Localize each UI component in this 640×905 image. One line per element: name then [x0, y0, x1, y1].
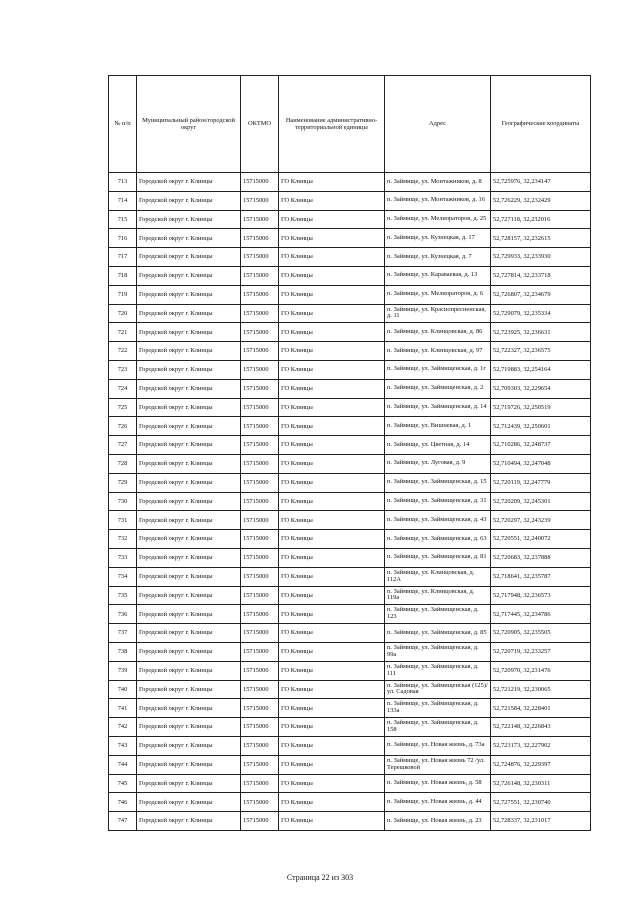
table-row: [109, 304, 591, 323]
cell-address: п. Займище, ул. Займищенская, д. 1г: [385, 360, 491, 379]
table-row: [109, 323, 591, 342]
cell-district: Городской округ г. Клинцы: [137, 304, 241, 323]
cell-oktmo: 15715000: [241, 229, 279, 248]
cell-oktmo: 15715000: [241, 511, 279, 530]
cell-coordinates: 52,718641, 32,235787: [491, 567, 591, 586]
cell-district: Городской округ г. Клинцы: [137, 285, 241, 304]
cell-coordinates: 52,729079, 32,235334: [491, 304, 591, 323]
header-unit: Наименование административно-территориальной единицы: [279, 76, 385, 173]
cell-oktmo: 15715000: [241, 548, 279, 567]
cell-district: Городской округ г. Клинцы: [137, 680, 241, 699]
cell-address: п. Займище, ул. Займищенская, д. 111: [385, 661, 491, 680]
cell-address: п. Займище, ул. Кузнецкая, д. 7: [385, 248, 491, 267]
table-row: [109, 530, 591, 549]
cell-unit: ГО Клинцы: [279, 266, 385, 285]
cell-number: 719: [109, 285, 137, 304]
cell-coordinates: 52,720119, 32,247779: [491, 473, 591, 492]
cell-unit: ГО Клинцы: [279, 718, 385, 737]
cell-oktmo: 15715000: [241, 323, 279, 342]
cell-district: Городской округ г. Клинцы: [137, 229, 241, 248]
cell-district: Городской округ г. Клинцы: [137, 736, 241, 755]
cell-unit: ГО Клинцы: [279, 173, 385, 192]
cell-number: 715: [109, 210, 137, 229]
header-row: [109, 76, 591, 173]
cell-number: 743: [109, 736, 137, 755]
cell-unit: ГО Клинцы: [279, 454, 385, 473]
cell-oktmo: 15715000: [241, 454, 279, 473]
cell-address: п. Займище, ул. Монтажников, д. 16: [385, 191, 491, 210]
cell-address: п. Займище, ул. Клинцовская, д. 119а: [385, 586, 491, 605]
cell-address: п. Займище, ул. Займищенская, д. 158: [385, 718, 491, 737]
table-row: [109, 342, 591, 361]
cell-address: п. Займище, ул. Займищенская, д. 2: [385, 379, 491, 398]
cell-unit: ГО Клинцы: [279, 473, 385, 492]
cell-coordinates: 52,719726, 32,250519: [491, 398, 591, 417]
cell-address: п. Займище, ул. Займищенская, д. 31: [385, 492, 491, 511]
cell-unit: ГО Клинцы: [279, 755, 385, 774]
cell-unit: ГО Клинцы: [279, 342, 385, 361]
cell-address: п. Займище, ул. Новая жизнь, д. 73а: [385, 736, 491, 755]
table-row: [109, 680, 591, 699]
table-row: [109, 567, 591, 586]
cell-oktmo: 15715000: [241, 210, 279, 229]
table-row: [109, 492, 591, 511]
cell-number: 733: [109, 548, 137, 567]
header-number: № п/п: [109, 76, 137, 173]
cell-address: п. Займище, ул. Займищенская, д. 15: [385, 473, 491, 492]
table-row: [109, 548, 591, 567]
cell-number: 730: [109, 492, 137, 511]
cell-number: 718: [109, 266, 137, 285]
cell-oktmo: 15715000: [241, 718, 279, 737]
cell-unit: ГО Клинцы: [279, 548, 385, 567]
cell-district: Городской округ г. Клинцы: [137, 210, 241, 229]
cell-address: п. Займище, ул. Цветная, д. 14: [385, 436, 491, 455]
cell-address: п. Займище, ул. Новая жизнь, д. 23: [385, 812, 491, 831]
cell-oktmo: 15715000: [241, 342, 279, 361]
cell-unit: ГО Клинцы: [279, 360, 385, 379]
cell-number: 713: [109, 173, 137, 192]
cell-oktmo: 15715000: [241, 736, 279, 755]
cell-coordinates: 52,728337, 32,231017: [491, 812, 591, 831]
cell-coordinates: 52,710286, 32,248737: [491, 436, 591, 455]
table-row: [109, 229, 591, 248]
cell-coordinates: 52,723925, 32,236631: [491, 323, 591, 342]
cell-coordinates: 52,728157, 32,232615: [491, 229, 591, 248]
cell-oktmo: 15715000: [241, 530, 279, 549]
cell-district: Городской округ г. Клинцы: [137, 248, 241, 267]
cell-coordinates: 52,709303, 32,229654: [491, 379, 591, 398]
cell-district: Городской округ г. Клинцы: [137, 342, 241, 361]
cell-district: Городской округ г. Клинцы: [137, 624, 241, 643]
cell-district: Городской округ г. Клинцы: [137, 812, 241, 831]
cell-oktmo: 15715000: [241, 285, 279, 304]
cell-unit: ГО Клинцы: [279, 417, 385, 436]
cell-oktmo: 15715000: [241, 755, 279, 774]
table-row: [109, 812, 591, 831]
table-row: [109, 173, 591, 192]
table-row: [109, 285, 591, 304]
cell-unit: ГО Клинцы: [279, 736, 385, 755]
cell-unit: ГО Клинцы: [279, 661, 385, 680]
cell-oktmo: 15715000: [241, 661, 279, 680]
cell-district: Городской округ г. Клинцы: [137, 417, 241, 436]
cell-address: п. Займище, ул. Кузнецкая, д. 17: [385, 229, 491, 248]
cell-coordinates: 52,727551, 32,230740: [491, 793, 591, 812]
cell-oktmo: 15715000: [241, 680, 279, 699]
cell-district: Городской округ г. Клинцы: [137, 398, 241, 417]
cell-coordinates: 52,723173, 32,227902: [491, 736, 591, 755]
cell-oktmo: 15715000: [241, 417, 279, 436]
cell-unit: ГО Клинцы: [279, 379, 385, 398]
table-row: [109, 642, 591, 661]
cell-coordinates: 52,719883, 32,254164: [491, 360, 591, 379]
cell-number: 723: [109, 360, 137, 379]
table-body: [109, 173, 591, 831]
document-page: [108, 75, 590, 831]
cell-district: Городской округ г. Клинцы: [137, 567, 241, 586]
table-row: [109, 436, 591, 455]
cell-number: 729: [109, 473, 137, 492]
cell-unit: ГО Клинцы: [279, 530, 385, 549]
cell-district: Городской округ г. Клинцы: [137, 586, 241, 605]
cell-oktmo: 15715000: [241, 492, 279, 511]
cell-number: 736: [109, 605, 137, 624]
header-address: Адрес: [385, 76, 491, 173]
cell-district: Городской округ г. Клинцы: [137, 661, 241, 680]
cell-district: Городской округ г. Клинцы: [137, 492, 241, 511]
cell-unit: ГО Клинцы: [279, 323, 385, 342]
cell-address: п. Займище, ул. Займищенская, д. 14: [385, 398, 491, 417]
cell-unit: ГО Клинцы: [279, 511, 385, 530]
cell-district: Городской округ г. Клинцы: [137, 718, 241, 737]
cell-district: Городской округ г. Клинцы: [137, 548, 241, 567]
cell-unit: ГО Клинцы: [279, 436, 385, 455]
cell-district: Городской округ г. Клинцы: [137, 454, 241, 473]
table-row: [109, 624, 591, 643]
cell-unit: ГО Клинцы: [279, 642, 385, 661]
cell-number: 731: [109, 511, 137, 530]
cell-oktmo: 15715000: [241, 586, 279, 605]
cell-district: Городской округ г. Клинцы: [137, 699, 241, 718]
cell-number: 738: [109, 642, 137, 661]
cell-district: Городской округ г. Клинцы: [137, 360, 241, 379]
cell-number: 744: [109, 755, 137, 774]
cell-unit: ГО Клинцы: [279, 398, 385, 417]
cell-oktmo: 15715000: [241, 605, 279, 624]
cell-coordinates: 52,720719, 32,233257: [491, 642, 591, 661]
cell-coordinates: 52,720683, 32,237888: [491, 548, 591, 567]
cell-oktmo: 15715000: [241, 793, 279, 812]
cell-oktmo: 15715000: [241, 304, 279, 323]
cell-coordinates: 52,725976, 32,234147: [491, 173, 591, 192]
table-row: [109, 586, 591, 605]
table-row: [109, 248, 591, 267]
cell-coordinates: 52,720905, 32,235505: [491, 624, 591, 643]
table-row: [109, 793, 591, 812]
cell-address: п. Займище, ул. Займищенская, д. 85: [385, 624, 491, 643]
cell-coordinates: 52,712439, 32,250601: [491, 417, 591, 436]
cell-number: 732: [109, 530, 137, 549]
cell-district: Городской округ г. Клинцы: [137, 436, 241, 455]
cell-district: Городской округ г. Клинцы: [137, 191, 241, 210]
cell-district: Городской округ г. Клинцы: [137, 173, 241, 192]
cell-coordinates: 52,726229, 32,232429: [491, 191, 591, 210]
cell-unit: ГО Клинцы: [279, 586, 385, 605]
cell-address: п. Займище, ул. Клинцовская, д. 86: [385, 323, 491, 342]
cell-number: 720: [109, 304, 137, 323]
cell-unit: ГО Клинцы: [279, 191, 385, 210]
cell-address: п. Займище, ул. Луговая, д. 9: [385, 454, 491, 473]
cell-oktmo: 15715000: [241, 191, 279, 210]
cell-number: 734: [109, 567, 137, 586]
cell-coordinates: 52,727814, 32,233718: [491, 266, 591, 285]
cell-number: 739: [109, 661, 137, 680]
cell-number: 724: [109, 379, 137, 398]
cell-coordinates: 52,717445, 32,234786: [491, 605, 591, 624]
cell-address: п. Займище, ул. Займищенская, д. 43: [385, 511, 491, 530]
cell-oktmo: 15715000: [241, 812, 279, 831]
cell-oktmo: 15715000: [241, 774, 279, 793]
cell-address: п. Займище, ул. Мелиораторов, д. 25: [385, 210, 491, 229]
cell-unit: ГО Клинцы: [279, 567, 385, 586]
cell-oktmo: 15715000: [241, 398, 279, 417]
cell-oktmo: 15715000: [241, 173, 279, 192]
table-row: [109, 210, 591, 229]
cell-district: Городской округ г. Клинцы: [137, 642, 241, 661]
cell-oktmo: 15715000: [241, 699, 279, 718]
cell-unit: ГО Клинцы: [279, 812, 385, 831]
cell-number: 740: [109, 680, 137, 699]
cell-address: п. Займище, ул. Займищенская, д. 133а: [385, 699, 491, 718]
table-row: [109, 417, 591, 436]
cell-unit: ГО Клинцы: [279, 210, 385, 229]
cell-address: п. Займище, ул. Займищенская, д. 123: [385, 605, 491, 624]
cell-number: 735: [109, 586, 137, 605]
cell-address: п. Займище, ул. Новая жизнь 72 /ул. Терешковой: [385, 755, 491, 774]
cell-address: п. Займище, ул. Вишневая, д. 1: [385, 417, 491, 436]
cell-oktmo: 15715000: [241, 266, 279, 285]
cell-coordinates: 52,727118, 32,232016: [491, 210, 591, 229]
cell-oktmo: 15715000: [241, 642, 279, 661]
cell-number: 747: [109, 812, 137, 831]
cell-oktmo: 15715000: [241, 436, 279, 455]
header-oktmo: ОКТМО: [241, 76, 279, 173]
cell-oktmo: 15715000: [241, 567, 279, 586]
cell-address: п. Займище, ул. Краснопресненская, д. 11: [385, 304, 491, 323]
cell-address: п. Займище, ул. Займищенская, д. 99а: [385, 642, 491, 661]
cell-number: 737: [109, 624, 137, 643]
table-row: [109, 191, 591, 210]
table-row: [109, 511, 591, 530]
cell-number: 716: [109, 229, 137, 248]
cell-coordinates: 52,722327, 32,236575: [491, 342, 591, 361]
cell-coordinates: 52,717948, 32,236573: [491, 586, 591, 605]
cell-district: Городской округ г. Клинцы: [137, 473, 241, 492]
cell-oktmo: 15715000: [241, 624, 279, 643]
cell-address: п. Займище, ул. Займищенская (125)/ул. Садовая: [385, 680, 491, 699]
page-footer: Страница 22 из 303: [286, 873, 354, 882]
cell-district: Городской округ г. Клинцы: [137, 774, 241, 793]
cell-address: п. Займище, ул. Мелиораторов, д. 6: [385, 285, 491, 304]
table-row: [109, 699, 591, 718]
cell-address: п. Займище, ул. Клинцовская, д. 112А: [385, 567, 491, 586]
cell-number: 741: [109, 699, 137, 718]
cell-number: 727: [109, 436, 137, 455]
header-district: Муниципальный район/городской округ: [137, 76, 241, 173]
cell-coordinates: 52,720551, 32,240072: [491, 530, 591, 549]
cell-number: 714: [109, 191, 137, 210]
cell-unit: ГО Клинцы: [279, 793, 385, 812]
table-row: [109, 661, 591, 680]
table-row: [109, 266, 591, 285]
table-row: [109, 774, 591, 793]
cell-oktmo: 15715000: [241, 379, 279, 398]
cell-oktmo: 15715000: [241, 360, 279, 379]
header-coordinates: Географические координаты: [491, 76, 591, 173]
cell-coordinates: 52,721584, 32,228401: [491, 699, 591, 718]
cell-number: 717: [109, 248, 137, 267]
cell-district: Городской округ г. Клинцы: [137, 266, 241, 285]
cell-unit: ГО Клинцы: [279, 699, 385, 718]
cell-unit: ГО Клинцы: [279, 248, 385, 267]
cell-unit: ГО Клинцы: [279, 304, 385, 323]
cell-district: Городской округ г. Клинцы: [137, 379, 241, 398]
table-row: [109, 736, 591, 755]
cell-coordinates: 52,720970, 32,231476: [491, 661, 591, 680]
cell-district: Городской округ г. Клинцы: [137, 323, 241, 342]
cell-address: п. Займище, ул. Новая жизнь, д. 58: [385, 774, 491, 793]
cell-unit: ГО Клинцы: [279, 605, 385, 624]
cell-unit: ГО Клинцы: [279, 492, 385, 511]
cell-unit: ГО Клинцы: [279, 624, 385, 643]
cell-district: Городской округ г. Клинцы: [137, 605, 241, 624]
cell-unit: ГО Клинцы: [279, 229, 385, 248]
table-row: [109, 755, 591, 774]
table-row: [109, 454, 591, 473]
cell-number: 725: [109, 398, 137, 417]
cell-number: 746: [109, 793, 137, 812]
cell-coordinates: 52,729933, 32,233930: [491, 248, 591, 267]
cell-coordinates: 52,720297, 32,243239: [491, 511, 591, 530]
cell-district: Городской округ г. Клинцы: [137, 793, 241, 812]
cell-coordinates: 52,710494, 32,247048: [491, 454, 591, 473]
cell-unit: ГО Клинцы: [279, 680, 385, 699]
table-row: [109, 473, 591, 492]
cell-number: 722: [109, 342, 137, 361]
cell-district: Городской округ г. Клинцы: [137, 530, 241, 549]
table-row: [109, 379, 591, 398]
cell-address: п. Займище, ул. Новая жизнь, д. 44: [385, 793, 491, 812]
cell-address: п. Займище, ул. Клинцовская, д. 97: [385, 342, 491, 361]
cell-coordinates: 52,726148, 32,230311: [491, 774, 591, 793]
table-row: [109, 398, 591, 417]
cell-address: п. Займище, ул. Караваевая, д. 13: [385, 266, 491, 285]
cell-coordinates: 52,726807, 32,234679: [491, 285, 591, 304]
cell-address: п. Займище, ул. Монтажников, д. 8: [385, 173, 491, 192]
cell-coordinates: 52,722148, 32,226843: [491, 718, 591, 737]
cell-coordinates: 52,724876, 32,229397: [491, 755, 591, 774]
cell-address: п. Займище, ул. Займищенская, д. 81: [385, 548, 491, 567]
cell-unit: ГО Клинцы: [279, 285, 385, 304]
cell-number: 742: [109, 718, 137, 737]
cell-oktmo: 15715000: [241, 248, 279, 267]
cell-number: 745: [109, 774, 137, 793]
cell-coordinates: 52,720209, 32,245301: [491, 492, 591, 511]
cell-district: Городской округ г. Клинцы: [137, 511, 241, 530]
address-table: [108, 75, 591, 831]
cell-district: Городской округ г. Клинцы: [137, 755, 241, 774]
cell-address: п. Займище, ул. Займищенская, д. 63: [385, 530, 491, 549]
table-row: [109, 605, 591, 624]
table-row: [109, 360, 591, 379]
cell-number: 728: [109, 454, 137, 473]
table-header: [109, 76, 591, 173]
cell-oktmo: 15715000: [241, 473, 279, 492]
cell-number: 721: [109, 323, 137, 342]
cell-number: 726: [109, 417, 137, 436]
cell-unit: ГО Клинцы: [279, 774, 385, 793]
table-row: [109, 718, 591, 737]
cell-coordinates: 52,721219, 32,230065: [491, 680, 591, 699]
